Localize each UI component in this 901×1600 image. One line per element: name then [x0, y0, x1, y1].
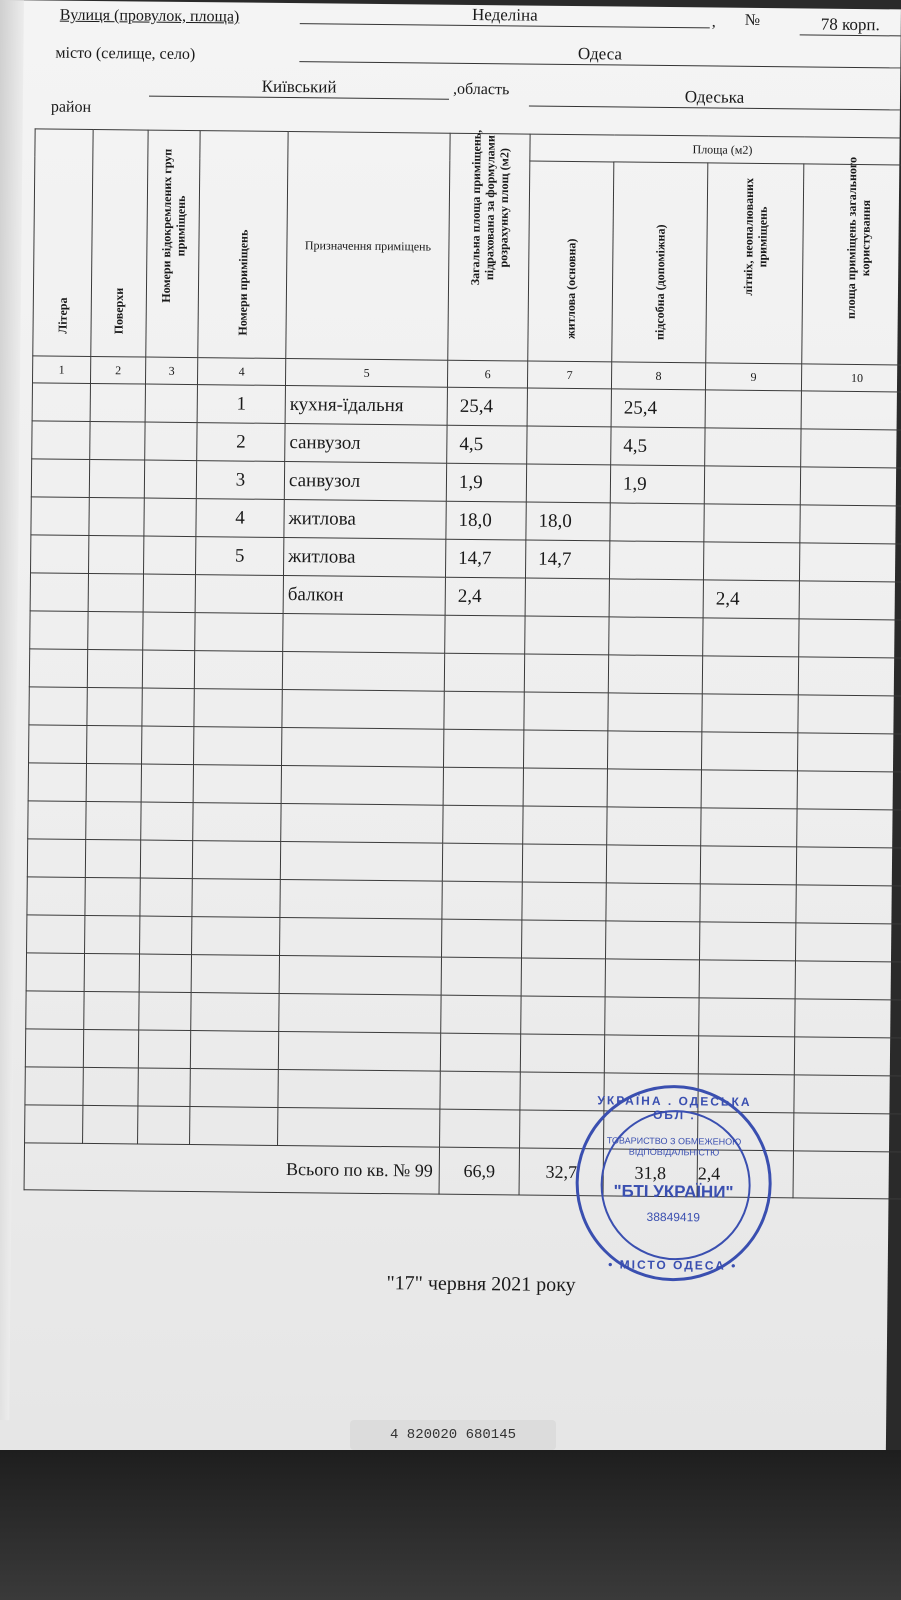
summer-area-cell: [704, 504, 800, 543]
aux-area-cell: 25,4: [611, 389, 705, 428]
living-area-cell: [525, 616, 609, 655]
purpose-cell: [280, 841, 442, 881]
litera-cell: [26, 991, 84, 1030]
room-number-cell: [190, 1107, 278, 1146]
room-number-cell: [194, 651, 282, 690]
col-num: 3: [145, 357, 197, 385]
total-area-cell: [440, 1071, 520, 1110]
common-area-cell: [797, 733, 901, 772]
living-area-cell: [520, 1034, 604, 1073]
summer-area-cell: [700, 846, 796, 885]
header-floors: [91, 129, 148, 357]
purpose-cell: [280, 917, 442, 957]
purpose-cell: [279, 955, 441, 995]
city-value: [299, 41, 900, 68]
col-num: 4: [197, 358, 285, 386]
common-area-cell: [795, 961, 901, 1000]
dark-background: [0, 1450, 901, 1600]
street-value: [300, 3, 710, 28]
summer-area-cell: [705, 390, 801, 429]
purpose-cell: [278, 1031, 440, 1071]
district-value-text: Київський: [261, 76, 337, 97]
group-cell: [144, 498, 196, 537]
room-number-cell: 4: [196, 499, 284, 538]
aux-area-cell: [608, 693, 702, 732]
living-area-cell: [527, 426, 611, 465]
col-num: 2: [90, 356, 145, 384]
common-area-cell: [799, 581, 901, 620]
header-row-top: [35, 129, 901, 165]
common-area-cell: [794, 1075, 901, 1114]
litera-cell: [29, 649, 87, 688]
aux-area-cell: [605, 959, 699, 998]
litera-cell: [27, 839, 85, 878]
total-area-cell: 25,4: [447, 387, 527, 426]
group-cell: [140, 840, 192, 879]
total-area-cell: 18,0: [446, 501, 526, 540]
header-room-numbers-text: Номери приміщень: [234, 229, 251, 336]
header-litera: [33, 129, 93, 357]
total-area: 66,9: [439, 1147, 519, 1195]
col-num: 9: [705, 363, 801, 391]
litera-cell: [32, 383, 90, 422]
binding-shadow: [0, 0, 24, 1420]
group-cell: [140, 878, 192, 917]
common-area-cell: [797, 809, 901, 848]
room-number-cell: [190, 1031, 278, 1070]
number-value: [800, 14, 901, 36]
litera-cell: [27, 877, 85, 916]
room-number-cell: [193, 765, 281, 804]
litera-cell: [32, 421, 90, 460]
common-area-cell: [793, 1113, 901, 1152]
living-area-cell: [521, 958, 605, 997]
header-total-area-text: Загальна площа приміщень, підрахована за формулами розрахунку площ (м2): [467, 129, 511, 286]
header-aux: [612, 162, 708, 363]
official-stamp: [575, 1084, 773, 1282]
summer-area-cell: [699, 998, 795, 1037]
barcode-sticker: 4 820020 680145: [350, 1420, 556, 1450]
total-area-cell: [440, 1109, 520, 1148]
stamp-ring-top: УКРАЇНА . ОДЕСЬКА ОБЛ .: [597, 1093, 752, 1123]
common-area-cell: [800, 467, 901, 506]
group-cell: [138, 1106, 190, 1145]
floor-cell: [83, 1029, 138, 1068]
purpose-cell: [278, 1069, 440, 1109]
street-label-text: Вулиця (провулок, площа): [59, 6, 240, 26]
stamp-small-text: ТОВАРИСТВО З ОБМЕЖЕНОЮ ВІДПОВІДАЛЬНІСТЮ: [606, 1135, 742, 1158]
header-purpose-text: Призначення приміщень: [304, 238, 432, 254]
summer-area-cell: [703, 542, 799, 581]
floor-cell: [90, 383, 145, 422]
room-number-cell: 5: [195, 537, 283, 576]
region-value: [529, 86, 900, 111]
stamp-ring-bottom: • МІСТО ОДЕСА •: [608, 1257, 738, 1273]
floor-cell: [88, 535, 143, 574]
purpose-cell: [281, 727, 443, 767]
common-area-cell: [799, 619, 901, 658]
floor-cell: [87, 649, 142, 688]
aux-area-cell: [607, 807, 701, 846]
aux-area-cell: [610, 503, 704, 542]
header-common-text: площа приміщень загального користування: [843, 156, 873, 320]
room-number-cell: [195, 613, 283, 652]
total-common: [793, 1151, 901, 1199]
region-label-text: ,область: [453, 80, 510, 99]
group-cell: [143, 574, 195, 613]
common-area-cell: [795, 999, 901, 1038]
total-area-cell: 14,7: [445, 539, 525, 578]
header-litera-text: Літера: [55, 297, 70, 334]
common-area-cell: [794, 1037, 901, 1076]
litera-cell: [30, 611, 88, 650]
room-number-cell: [194, 727, 282, 766]
total-summer: 2,4: [697, 1150, 793, 1198]
total-area-cell: [442, 919, 522, 958]
aux-area-cell: [607, 731, 701, 770]
floor-cell: [88, 573, 143, 612]
number-label-text: №: [744, 11, 761, 29]
summer-area-cell: 2,4: [703, 580, 799, 619]
group-cell: [143, 536, 195, 575]
aux-area-cell: [608, 655, 702, 694]
common-area-cell: [797, 771, 901, 810]
room-number-cell: [194, 689, 282, 728]
room-number-cell: [193, 803, 281, 842]
floor-cell: [85, 839, 140, 878]
living-area-cell: [526, 464, 610, 503]
district-value: [149, 76, 449, 100]
common-area-cell: [800, 505, 901, 544]
floor-cell: [88, 611, 143, 650]
street-label: [60, 7, 240, 27]
header-summer-text: літніх, неопалюваних приміщень: [740, 177, 770, 296]
common-area-cell: [798, 657, 901, 696]
document-date: "17" червня 2021 року: [386, 1272, 576, 1297]
total-area-cell: [445, 615, 525, 654]
col-num: 5: [285, 359, 447, 388]
aux-area-cell: [606, 845, 700, 884]
region-value-text: Одеська: [684, 87, 745, 107]
group-cell: [138, 1068, 190, 1107]
floor-cell: [86, 801, 141, 840]
common-area-cell: [796, 847, 901, 886]
aux-area-cell: [609, 617, 703, 656]
aux-area-cell: [609, 579, 703, 618]
common-area-cell: [799, 543, 901, 582]
litera-cell: [29, 687, 87, 726]
floor-cell: [86, 763, 141, 802]
purpose-cell: балкон: [283, 576, 445, 616]
floor-cell: [84, 953, 139, 992]
purpose-cell: санвузол: [285, 424, 447, 464]
litera-cell: [27, 915, 85, 954]
litera-cell: [25, 1067, 83, 1106]
floor-cell: [90, 421, 145, 460]
header-room-numbers: [198, 131, 288, 359]
living-area-cell: 14,7: [525, 540, 609, 579]
summer-area-cell: [699, 960, 795, 999]
aux-area-cell: [604, 1035, 698, 1074]
common-area-cell: [798, 695, 901, 734]
group-cell: [141, 764, 193, 803]
aux-area-cell: [607, 769, 701, 808]
group-cell: [138, 1030, 190, 1069]
room-number-cell: [191, 955, 279, 994]
purpose-cell: [280, 879, 442, 919]
total-area-cell: [441, 957, 521, 996]
total-area-cell: [443, 805, 523, 844]
total-label: Всього по кв. № 99: [24, 1143, 439, 1194]
city-label-text: місто (селище, село): [55, 44, 196, 64]
group-cell: [142, 726, 194, 765]
number-label: [745, 12, 760, 30]
aux-area-cell: [605, 921, 699, 960]
litera-cell: [29, 725, 87, 764]
room-number-cell: 1: [197, 385, 285, 424]
common-area-cell: [801, 391, 901, 430]
header-total-area: [448, 129, 530, 361]
total-area-cell: [443, 729, 523, 768]
group-cell: [143, 612, 195, 651]
group-cell: [141, 802, 193, 841]
col-num: 7: [527, 361, 611, 389]
living-area-cell: [525, 578, 609, 617]
litera-cell: [31, 459, 89, 498]
comma: ,: [711, 13, 716, 31]
header-common: [802, 156, 901, 365]
summer-area-cell: [705, 428, 801, 467]
header-summer: [706, 163, 804, 364]
group-cell: [140, 916, 192, 955]
purpose-cell: санвузол: [284, 462, 446, 502]
litera-cell: [31, 535, 89, 574]
district-label-text: район: [50, 98, 92, 116]
room-number-cell: [195, 575, 283, 614]
litera-cell: [31, 497, 89, 536]
living-area-cell: [527, 388, 611, 427]
summer-area-cell: [702, 656, 798, 695]
total-aux: 31,8: [603, 1149, 697, 1197]
total-living: 32,7: [519, 1148, 603, 1196]
aux-area-cell: 4,5: [611, 427, 705, 466]
litera-cell: [28, 801, 86, 840]
living-area-cell: [522, 844, 606, 883]
summer-area-cell: [703, 618, 799, 657]
litera-cell: [26, 953, 84, 992]
summer-area-cell: [701, 732, 797, 771]
district-label: [51, 99, 91, 117]
purpose-cell: [282, 651, 444, 691]
floor-cell: [89, 459, 144, 498]
street-value-text: Неделіна: [471, 4, 538, 25]
floor-cell: [89, 497, 144, 536]
total-area-cell: [442, 843, 522, 882]
stamp-name: "БТІ УКРАЇНИ": [613, 1181, 734, 1202]
group-cell: [139, 954, 191, 993]
room-number-cell: [190, 1069, 278, 1108]
header-living: [528, 161, 614, 362]
living-area-cell: [524, 692, 608, 731]
room-number-cell: [192, 917, 280, 956]
aux-area-cell: [609, 541, 703, 580]
common-area-cell: [796, 885, 901, 924]
living-area-cell: [522, 882, 606, 921]
total-area-cell: 1,9: [446, 463, 526, 502]
col-num: 6: [447, 360, 527, 388]
col-num: 8: [611, 362, 705, 390]
floor-cell: [85, 877, 140, 916]
floor-cell: [84, 991, 139, 1030]
group-cell: [145, 384, 197, 423]
purpose-cell: [283, 613, 445, 653]
table-body: [25, 383, 901, 1152]
group-cell: [142, 650, 194, 689]
header-groups: [146, 130, 200, 358]
col-num: 10: [801, 364, 901, 392]
header-area-group-text: Площа (м2): [692, 142, 753, 157]
room-number-cell: 2: [197, 423, 285, 462]
total-area-cell: [442, 881, 522, 920]
city-label: [55, 45, 195, 64]
purpose-cell: [278, 1107, 440, 1147]
purpose-cell: [282, 689, 444, 729]
living-area-cell: [524, 654, 608, 693]
region-label: [453, 81, 509, 100]
room-number-cell: [192, 879, 280, 918]
litera-cell: [28, 763, 86, 802]
stamp-code: 38849419: [646, 1209, 701, 1225]
purpose-cell: [281, 765, 443, 805]
litera-cell: [30, 573, 88, 612]
aux-area-cell: [605, 997, 699, 1036]
premises-table: [24, 128, 901, 1199]
summer-area-cell: [702, 694, 798, 733]
purpose-cell: кухня-їдальня: [285, 386, 447, 426]
common-area-cell: [795, 923, 901, 962]
living-area-cell: [521, 920, 605, 959]
litera-cell: [25, 1029, 83, 1068]
header-groups-text: Номери відокремлених груп приміщень: [158, 148, 188, 303]
total-area-cell: 2,4: [445, 577, 525, 616]
total-area-cell: [444, 653, 524, 692]
room-number-cell: [191, 993, 279, 1032]
living-area-cell: [521, 996, 605, 1035]
purpose-cell: [279, 993, 441, 1033]
group-cell: [139, 992, 191, 1031]
header-floors-text: Поверхи: [111, 287, 126, 335]
group-cell: [142, 688, 194, 727]
floor-cell: [85, 915, 140, 954]
total-area-cell: [440, 1033, 520, 1072]
number-value-text: 78 корп.: [820, 14, 880, 35]
header-aux-text: підсобна (допоміжна): [651, 224, 668, 340]
living-area-cell: 18,0: [526, 502, 610, 541]
summer-area-cell: [701, 808, 797, 847]
floor-cell: [83, 1067, 138, 1106]
total-area-cell: [443, 767, 523, 806]
floor-cell: [87, 725, 142, 764]
purpose-cell: [281, 803, 443, 843]
room-number-cell: 3: [196, 461, 284, 500]
total-area-cell: [441, 995, 521, 1034]
floor-cell: [83, 1105, 138, 1144]
litera-cell: [25, 1105, 83, 1144]
floor-cell: [87, 687, 142, 726]
header-purpose: [286, 132, 450, 361]
group-cell: [144, 460, 196, 499]
col-num: 1: [32, 356, 90, 384]
total-area-cell: 4,5: [447, 425, 527, 464]
room-number-cell: [192, 841, 280, 880]
summer-area-cell: [704, 466, 800, 505]
aux-area-cell: [606, 883, 700, 922]
aux-area-cell: 1,9: [610, 465, 704, 504]
summer-area-cell: [700, 884, 796, 923]
group-cell: [145, 422, 197, 461]
living-area-cell: [523, 730, 607, 769]
purpose-cell: житлова: [284, 500, 446, 540]
purpose-cell: житлова: [283, 538, 445, 578]
summer-area-cell: [699, 922, 795, 961]
common-area-cell: [801, 429, 901, 468]
total-area-cell: [444, 691, 524, 730]
living-area-cell: [523, 768, 607, 807]
summer-area-cell: [698, 1036, 794, 1075]
header-living-text: житлова (основна): [562, 238, 579, 340]
living-area-cell: [523, 806, 607, 845]
summer-area-cell: [701, 770, 797, 809]
city-value-text: Одеса: [577, 44, 623, 64]
